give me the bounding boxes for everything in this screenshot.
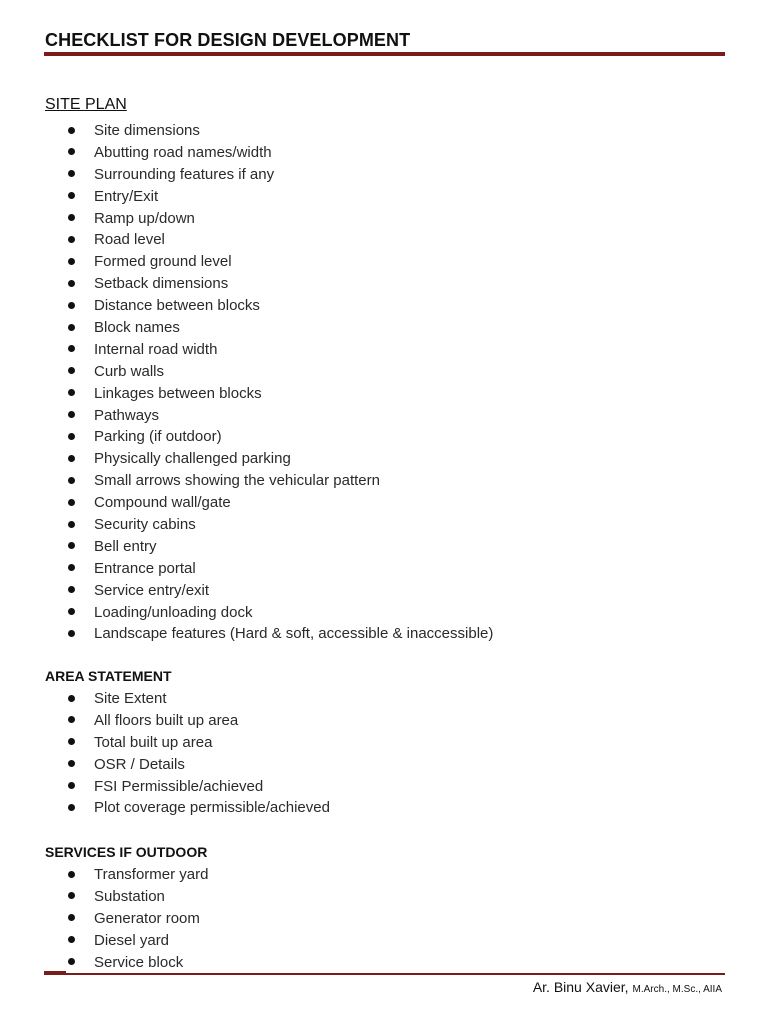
site-plan-heading: SITE PLAN bbox=[45, 96, 127, 113]
list-item bbox=[68, 864, 208, 886]
list-item bbox=[68, 186, 493, 208]
list-item bbox=[68, 317, 493, 339]
bullet-icon bbox=[68, 958, 75, 965]
list-item-text: Entry/Exit bbox=[94, 187, 159, 205]
footer-author bbox=[533, 979, 722, 995]
list-item bbox=[68, 580, 493, 602]
list-item bbox=[68, 754, 330, 776]
bullet-icon bbox=[68, 477, 75, 484]
list-item bbox=[68, 273, 493, 295]
bullet-icon bbox=[68, 716, 75, 723]
list-item bbox=[68, 514, 493, 536]
bullet-icon bbox=[68, 804, 75, 811]
bullet-icon bbox=[68, 127, 75, 134]
list-item-text: Total built up area bbox=[94, 733, 213, 751]
list-item bbox=[68, 952, 208, 974]
site-plan-list bbox=[68, 120, 493, 645]
list-item-text: Block names bbox=[94, 319, 180, 337]
list-item bbox=[68, 361, 493, 383]
bullet-icon bbox=[68, 455, 75, 462]
bullet-icon bbox=[68, 630, 75, 637]
bullet-icon bbox=[68, 782, 75, 789]
bullet-icon bbox=[68, 936, 75, 943]
title-underline-rule bbox=[44, 52, 725, 56]
list-item bbox=[68, 492, 493, 514]
list-item-text: Security cabins bbox=[94, 516, 196, 534]
list-item-text: Ramp up/down bbox=[94, 209, 195, 227]
list-item bbox=[68, 688, 330, 710]
bullet-icon bbox=[68, 892, 75, 899]
bullet-icon bbox=[68, 367, 75, 374]
bullet-icon bbox=[68, 236, 75, 243]
list-item bbox=[68, 797, 330, 819]
list-item bbox=[68, 732, 330, 754]
list-item bbox=[68, 776, 330, 798]
list-item bbox=[68, 886, 208, 908]
page-title: CHECKLIST FOR DESIGN DEVELOPMENT bbox=[45, 30, 411, 50]
list-item-text: Formed ground level bbox=[94, 253, 232, 271]
list-item bbox=[68, 383, 493, 405]
list-item-text: Landscape features (Hard & soft, accessible & inaccessible) bbox=[94, 625, 494, 643]
list-item bbox=[68, 339, 493, 361]
list-item-text: Surrounding features if any bbox=[94, 165, 275, 183]
list-item-text: Substation bbox=[94, 887, 165, 905]
footer-rule bbox=[44, 973, 725, 975]
list-item-text: Generator room bbox=[94, 909, 200, 927]
list-item-text: Plot coverage permissible/achieved bbox=[94, 799, 330, 817]
list-item-text: Site Extent bbox=[94, 690, 167, 707]
area-statement-list bbox=[68, 688, 330, 819]
bullet-icon bbox=[68, 258, 75, 265]
list-item bbox=[68, 405, 493, 427]
bullet-icon bbox=[68, 433, 75, 440]
list-item bbox=[68, 930, 208, 952]
list-item bbox=[68, 251, 493, 273]
list-item-text: Setback dimensions bbox=[94, 275, 229, 293]
bullet-icon bbox=[68, 760, 75, 767]
list-item-text: Service entry/exit bbox=[94, 581, 210, 599]
list-item bbox=[68, 448, 493, 470]
list-item bbox=[68, 295, 493, 317]
bullet-icon bbox=[68, 738, 75, 745]
services-if-outdoor-list bbox=[68, 864, 208, 973]
bullet-icon bbox=[68, 608, 75, 615]
list-item bbox=[68, 602, 493, 624]
list-item bbox=[68, 558, 493, 580]
list-item bbox=[68, 908, 208, 930]
list-item-text: Road level bbox=[94, 231, 165, 249]
bullet-icon bbox=[68, 871, 75, 878]
list-item-text: Transformer yard bbox=[94, 866, 209, 883]
bullet-icon bbox=[68, 148, 75, 155]
bullet-icon bbox=[68, 389, 75, 396]
list-item-text: Bell entry bbox=[94, 537, 157, 555]
bullet-icon bbox=[68, 586, 75, 593]
list-item-text: All floors built up area bbox=[94, 711, 239, 729]
list-item-text: Internal road width bbox=[94, 340, 218, 358]
list-item bbox=[68, 710, 330, 732]
bullet-icon bbox=[68, 302, 75, 309]
list-item-text: Linkages between blocks bbox=[94, 384, 262, 402]
list-item bbox=[68, 229, 493, 251]
list-item-text: OSR / Details bbox=[94, 755, 185, 773]
bullet-icon bbox=[68, 192, 75, 199]
list-item-text: Site dimensions bbox=[94, 122, 200, 139]
bullet-icon bbox=[68, 324, 75, 331]
bullet-icon bbox=[68, 564, 75, 571]
list-item-text: Entrance portal bbox=[94, 559, 196, 577]
list-item-text: Diesel yard bbox=[94, 931, 170, 949]
list-item bbox=[68, 142, 493, 164]
bullet-icon bbox=[68, 499, 75, 506]
list-item-text: Compound wall/gate bbox=[94, 494, 231, 512]
list-item bbox=[68, 208, 493, 230]
list-item bbox=[68, 426, 493, 448]
bullet-icon bbox=[68, 214, 75, 221]
list-item bbox=[68, 120, 493, 142]
list-item-text: Loading/unloading dock bbox=[94, 603, 253, 621]
services-if-outdoor-heading: SERVICES IF OUTDOOR bbox=[45, 844, 208, 860]
area-statement-heading: AREA STATEMENT bbox=[45, 668, 172, 684]
bullet-icon bbox=[68, 695, 75, 702]
bullet-icon bbox=[68, 170, 75, 177]
list-item-text: Parking (if outdoor) bbox=[94, 428, 222, 446]
list-item bbox=[68, 536, 493, 558]
list-item-text: Curb walls bbox=[94, 362, 165, 380]
list-item-text: FSI Permissible/achieved bbox=[94, 777, 264, 795]
list-item-text: Physically challenged parking bbox=[94, 450, 291, 468]
bullet-icon bbox=[68, 345, 75, 352]
bullet-icon bbox=[68, 411, 75, 418]
list-item-text: Distance between blocks bbox=[94, 297, 260, 315]
list-item-text: Service block bbox=[94, 953, 184, 971]
list-item-text: Pathways bbox=[94, 406, 160, 424]
bullet-icon bbox=[68, 521, 75, 528]
author-name: Ar. Binu Xavier, bbox=[532, 979, 629, 995]
list-item-text: Small arrows showing the vehicular pattern bbox=[94, 472, 380, 490]
list-item bbox=[68, 470, 493, 492]
bullet-icon bbox=[68, 542, 75, 549]
list-item-text: Abutting road names/width bbox=[94, 143, 272, 161]
list-item bbox=[68, 623, 493, 645]
bullet-icon bbox=[68, 280, 75, 287]
list-item bbox=[68, 164, 493, 186]
author-credentials: M.Arch., M.Sc., AIIA bbox=[632, 984, 722, 995]
bullet-icon bbox=[68, 914, 75, 921]
